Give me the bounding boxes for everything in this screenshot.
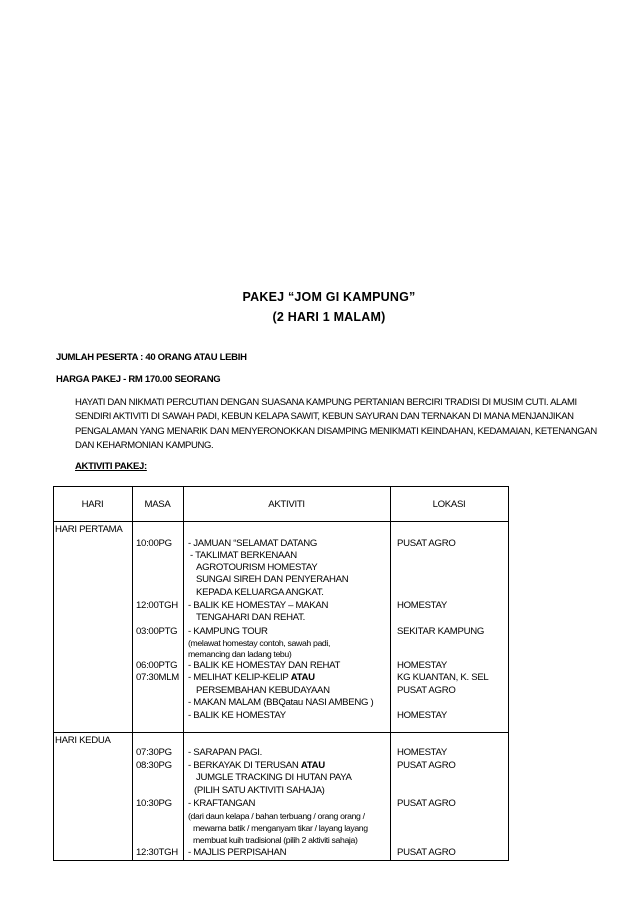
aktiviti-note: memancing dan ladang tebu) [188, 649, 292, 659]
intro-line: PENGALAMAN YANG MENARIK DAN MENYERONOKKAN DISAMPING MENIKMATI KEINDAHAN, KEDAMAIAN, KETENANGAN [75, 425, 597, 437]
aktiviti-note: membuat kuih tradisional (pilih 2 aktiviti sahaja) [193, 835, 358, 845]
masa-cell: 10:30PG [136, 798, 172, 809]
lokasi-cell: PUSAT AGRO [397, 760, 456, 771]
intro-line: DAN KEHARMONIAN KAMPUNG. [75, 440, 214, 452]
aktiviti-line: - SARAPAN PAGI. [188, 747, 263, 758]
lokasi-cell: SEKITAR KAMPUNG [397, 626, 485, 637]
lokasi-cell: KG KUANTAN, K. SEL [397, 672, 489, 683]
intro-paragraph [75, 396, 597, 454]
intro-line: SENDIRI AKTIVITI DI SAWAH PADI, KEBUN KELAPA SAWIT, KEBUN SAYURAN DAN TERNAKAN DI MANA MENJANJIKAN [75, 411, 574, 423]
table-row-divider [53, 732, 509, 733]
aktiviti-line: - BALIK KE HOMESTAY [188, 710, 286, 721]
aktiviti-text: - BERKAYAK DI TERUSAN [188, 760, 299, 771]
atau-label: ATAU [300, 760, 325, 771]
aktiviti-line: - KRAFTANGAN [188, 798, 256, 809]
header-masa: MASA [144, 499, 171, 510]
header-hari: HARI [81, 499, 104, 510]
atau-label: ATAU [290, 672, 315, 683]
table-border-left [53, 486, 54, 861]
aktiviti-line: - JAMUAN “SELAMAT DATANG [188, 538, 318, 549]
hari-pertama: HARI PERTAMA [55, 524, 123, 535]
aktiviti-line: - MAJLIS PERPISAHAN [188, 847, 287, 858]
header-aktiviti: AKTIVITI [268, 499, 305, 510]
masa-cell: 03:00PTG [136, 626, 178, 637]
aktiviti-heading: AKTIVITI PAKEJ: [75, 461, 147, 472]
table-border-right [508, 486, 509, 861]
lokasi-cell: PUSAT AGRO [397, 798, 456, 809]
lokasi-cell: HOMESTAY [397, 710, 448, 721]
masa-cell: 12:30TGH [136, 847, 178, 858]
table-border-top [53, 486, 509, 487]
aktiviti-note: (melawat homestay contoh, sawah padi, [188, 638, 331, 648]
lokasi-cell: HOMESTAY [397, 747, 448, 758]
aktiviti-line [188, 671, 315, 684]
lokasi-cell: HOMESTAY [397, 660, 448, 671]
table-col-divider [132, 486, 133, 861]
aktiviti-line: - MAKAN MALAM (BBQatau NASI AMBENG ) [188, 697, 374, 708]
masa-cell: 07:30MLM [136, 672, 179, 683]
table-border-bottom [53, 860, 509, 861]
aktiviti-line: TENGAHARI DAN REHAT. [196, 612, 305, 623]
table-col-divider [390, 486, 391, 861]
intro-line: HAYATI DAN NIKMATI PERCUTIAN DENGAN SUASANA KAMPUNG PERTANIAN BERCIRI TRADISI DI MUSIM CUTI. ALAMI [75, 397, 577, 408]
page-title: PAKEJ “JOM GI KAMPUNG” [242, 290, 416, 304]
header-lokasi: LOKASI [432, 499, 466, 510]
table-col-divider [183, 486, 184, 861]
lokasi-cell: PUSAT AGRO [397, 685, 456, 696]
aktiviti-note: (dari daun kelapa / bahan terbuang / orang orang / [188, 811, 365, 821]
masa-cell: 12:00TGH [136, 600, 178, 611]
masa-cell: 10:00PG [136, 538, 172, 549]
aktiviti-line: SUNGAI SIREH DAN PENYERAHAN [196, 574, 349, 585]
masa-cell: 06:00PTG [136, 660, 178, 671]
lokasi-cell: PUSAT AGRO [397, 538, 456, 549]
aktiviti-line: - TAKLIMAT BERKENAAN [190, 550, 297, 561]
masa-cell: 08:30PG [136, 760, 172, 771]
jumlah-peserta: JUMLAH PESERTA : 40 ORANG ATAU LEBIH [56, 352, 247, 363]
aktiviti-line: (PILIH SATU AKTIVITI SAHAJA) [194, 785, 325, 796]
lokasi-cell: HOMESTAY [397, 600, 448, 611]
harga-pakej: HARGA PAKEJ - RM 170.00 SEORANG [56, 374, 221, 385]
aktiviti-note: mewarna batik / menganyam tikar / layang layang [193, 823, 368, 833]
table-header-divider [53, 521, 509, 522]
aktiviti-line: - BALIK KE HOMESTAY DAN REHAT [188, 660, 341, 671]
aktiviti-line: JUMGLE TRACKING DI HUTAN PAYA [196, 772, 352, 783]
lokasi-cell: PUSAT AGRO [397, 847, 456, 858]
aktiviti-line: PERSEMBAHAN KEBUDAYAAN [196, 685, 330, 696]
masa-cell: 07:30PG [136, 747, 172, 758]
aktiviti-line: - KAMPUNG TOUR [188, 626, 268, 637]
aktiviti-line: - BALIK KE HOMESTAY – MAKAN [188, 600, 329, 611]
page-subtitle: (2 HARI 1 MALAM) [272, 310, 386, 324]
aktiviti-line: KEPADA KELUARGA ANGKAT. [196, 587, 324, 598]
aktiviti-line: AGROTOURISM HOMESTAY [196, 562, 318, 573]
hari-kedua: HARI KEDUA [55, 735, 111, 746]
aktiviti-text: - MELIHAT KELIP-KELIP [188, 672, 289, 683]
